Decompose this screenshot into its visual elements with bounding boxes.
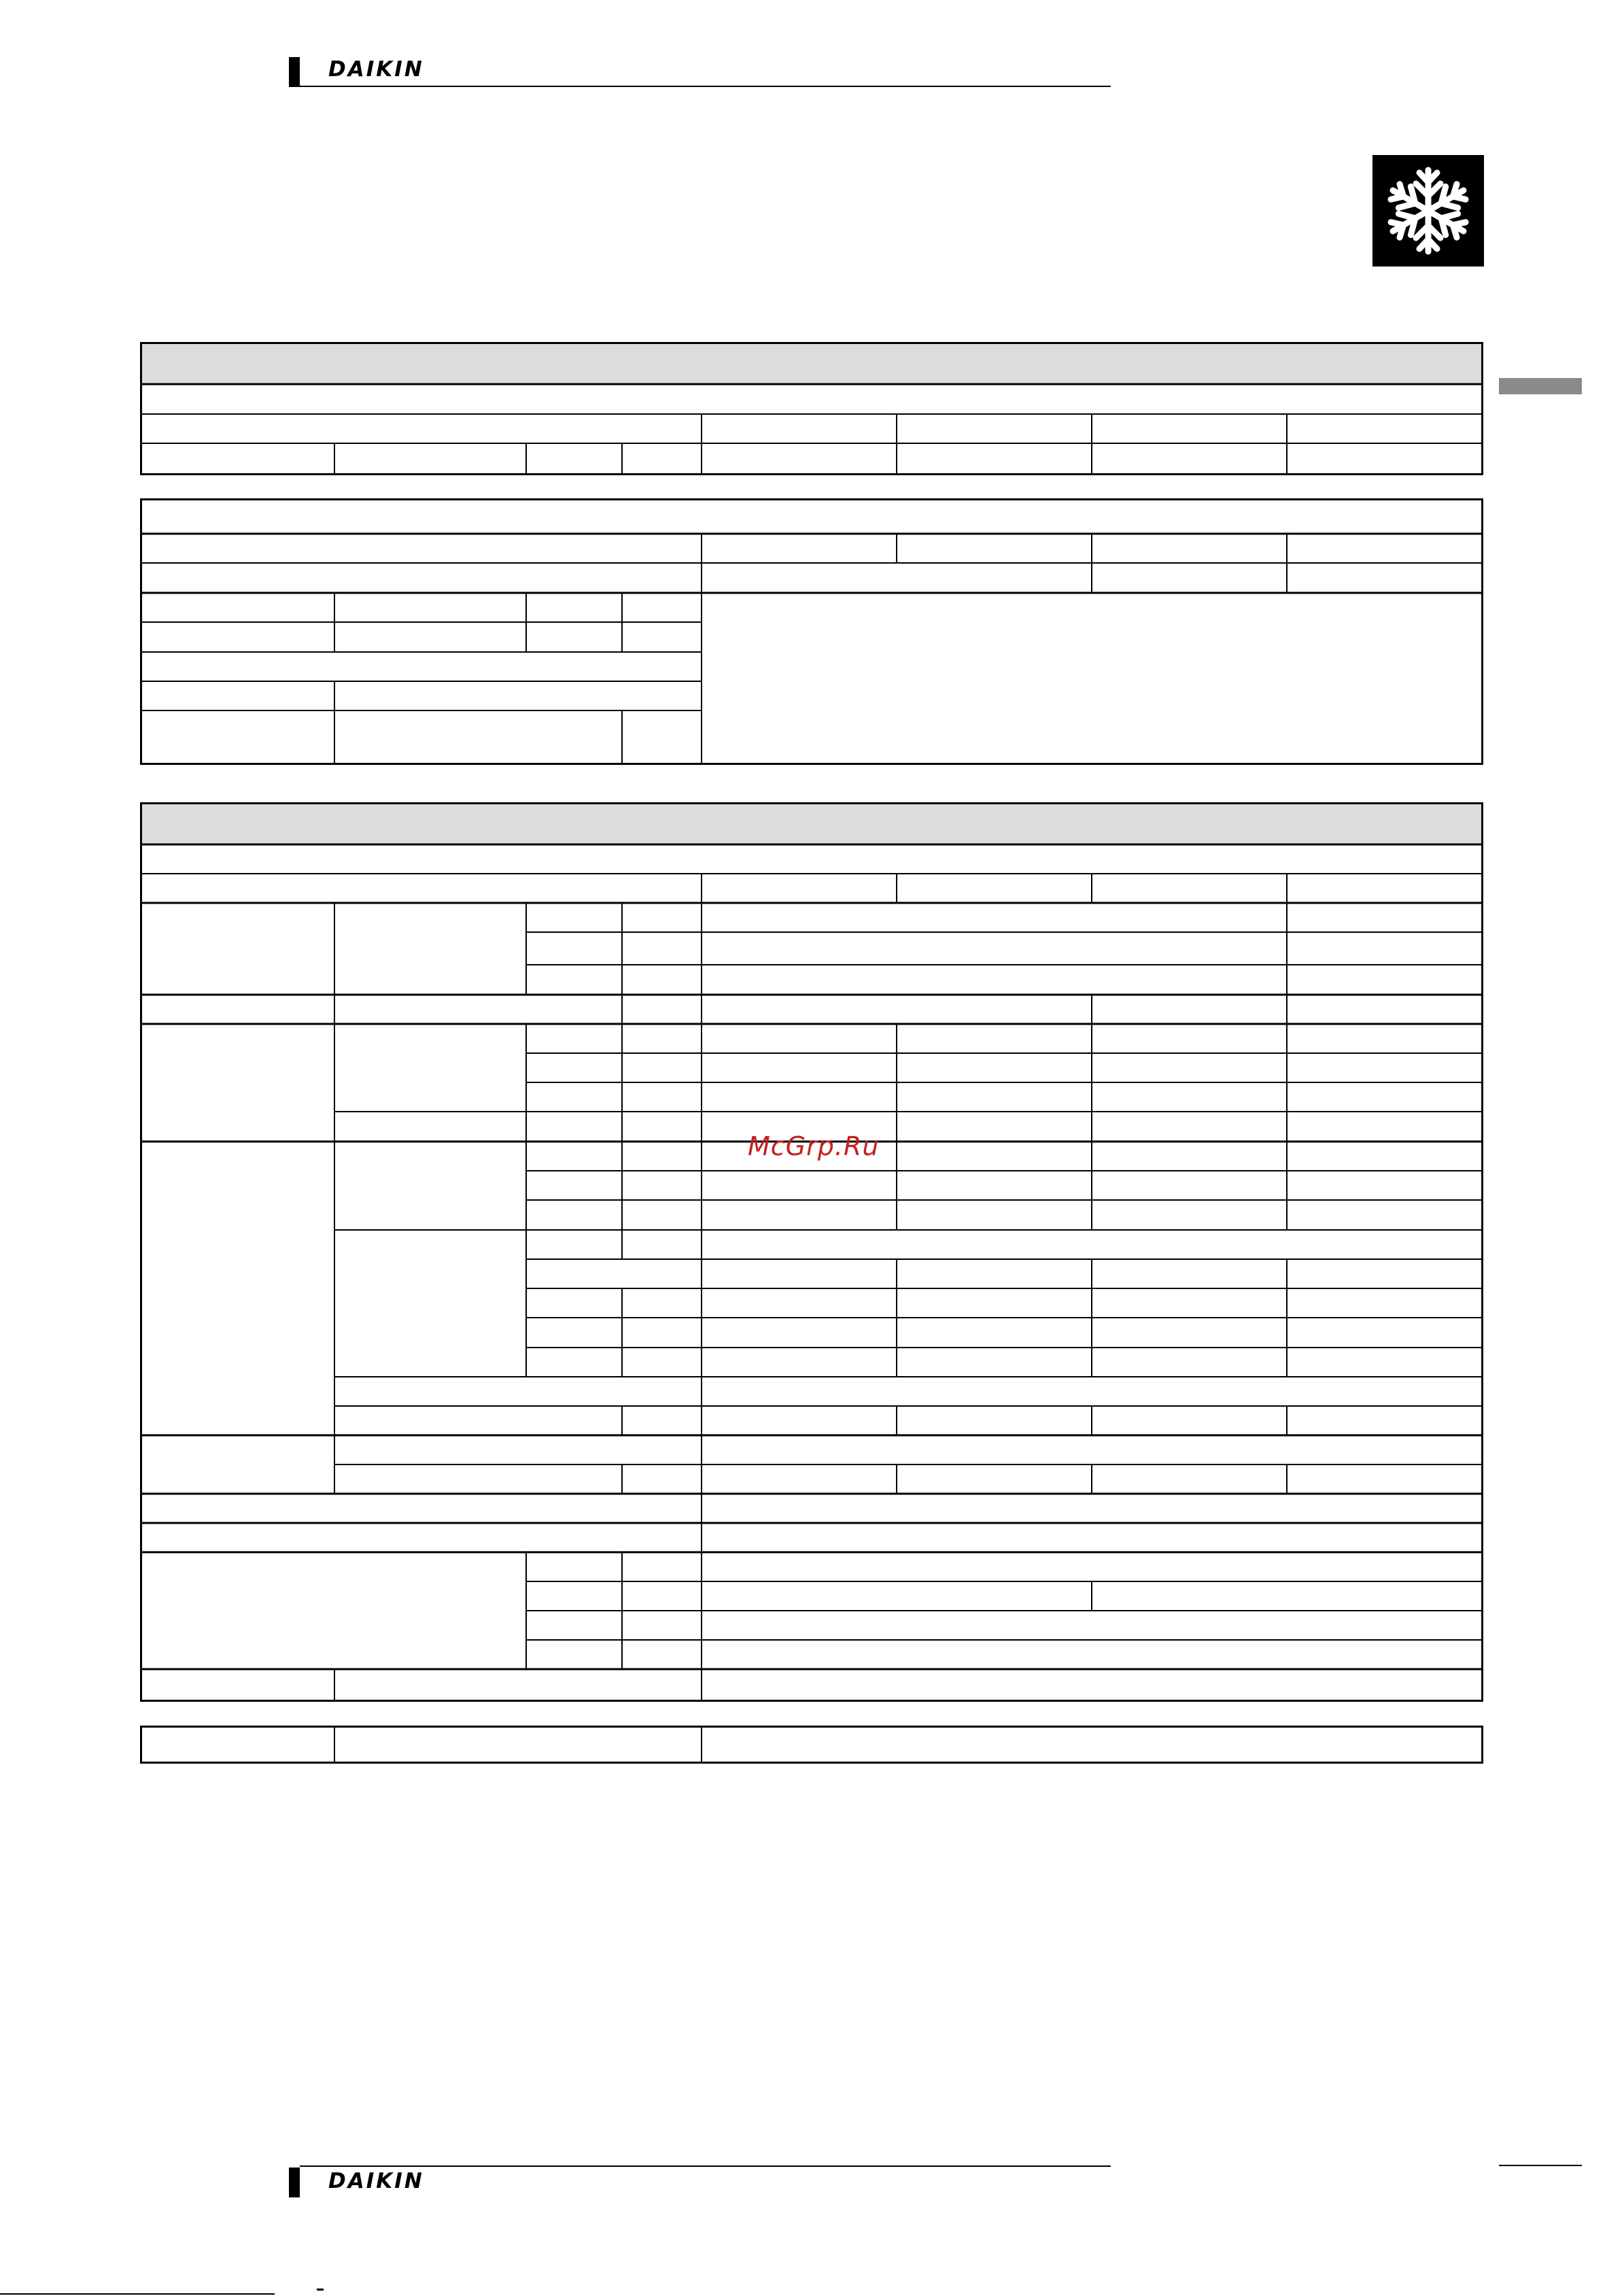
page-number-rule bbox=[1499, 2165, 1582, 2166]
table-4-grid bbox=[142, 1728, 1481, 1762]
watermark-text: McGrp.Ru bbox=[748, 1131, 880, 1161]
spec-table-4 bbox=[140, 1726, 1483, 1764]
table-1-grid bbox=[142, 344, 1481, 473]
spec-table-1 bbox=[140, 342, 1483, 475]
table-3-grid bbox=[142, 804, 1481, 1700]
header-logo-bar bbox=[289, 57, 300, 87]
header-rule bbox=[300, 86, 1111, 87]
header-logo: DAIKIN bbox=[328, 57, 424, 82]
footer-logo: DAIKIN bbox=[328, 2169, 424, 2193]
footer-rule bbox=[300, 2165, 1111, 2167]
snowflake-icon bbox=[1372, 155, 1484, 267]
footer-logo-bar bbox=[289, 2168, 300, 2197]
scan-edge-mark bbox=[317, 2289, 324, 2291]
scan-edge-rule bbox=[0, 2293, 275, 2295]
section-tab bbox=[1499, 378, 1582, 394]
spec-table-3 bbox=[140, 802, 1483, 1702]
table-2-grid bbox=[142, 500, 1481, 763]
spec-table-2 bbox=[140, 498, 1483, 765]
